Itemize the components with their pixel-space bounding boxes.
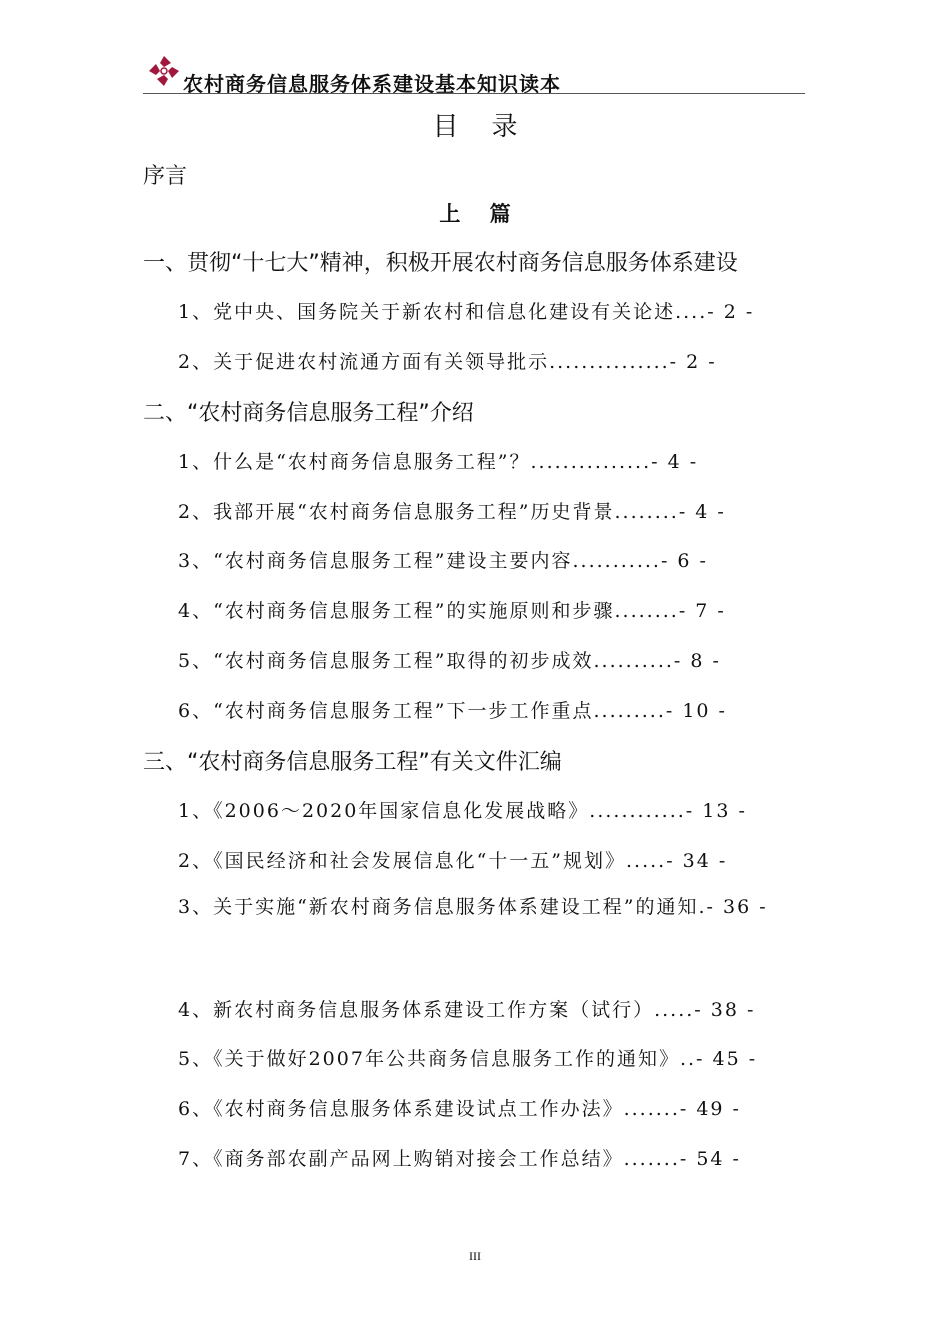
- toc-entry[interactable]: 6、“农村商务信息服务工程”下一步工作重点.........- 10 -: [178, 700, 727, 722]
- toc-title: 目 录: [432, 112, 518, 142]
- toc-entry[interactable]: 4、新农村商务信息服务体系建设工作方案（试行）.....- 38 -: [178, 999, 756, 1021]
- toc-entry[interactable]: 1、党中央、国务院关于新农村和信息化建设有关论述....- 2 -: [178, 301, 755, 323]
- toc-section-heading[interactable]: 二、“农村商务信息服务工程”介绍: [143, 401, 474, 426]
- toc-section-heading[interactable]: 三、“农村商务信息服务工程”有关文件汇编: [143, 750, 562, 775]
- header-divider: [143, 93, 805, 94]
- toc-entry[interactable]: 2、关于促进农村流通方面有关领导批示...............- 2 -: [178, 351, 717, 373]
- page-header: [143, 48, 805, 94]
- toc-section-heading[interactable]: 一、贯彻“十七大”精神，积极开展农村商务信息服务体系建设: [143, 251, 738, 276]
- header-title: 农村商务信息服务体系建设基本知识读本: [183, 72, 561, 96]
- toc-entry[interactable]: 7、《商务部农副产品网上购销对接会工作总结》.......- 54 -: [178, 1148, 741, 1170]
- toc-entry[interactable]: 1、什么是“农村商务信息服务工程”？...............- 4 -: [178, 451, 699, 473]
- toc-entry[interactable]: 5、“农村商务信息服务工程”取得的初步成效..........- 8 -: [178, 650, 721, 672]
- page-number: III: [469, 1249, 481, 1263]
- toc-preface: 序言: [143, 164, 188, 189]
- toc-entry[interactable]: 1、《2006～2020年国家信息化发展战略》............- 13 -: [178, 800, 747, 822]
- toc-entry[interactable]: 2、《国民经济和社会发展信息化“十一五”规划》.....- 34 -: [178, 850, 728, 872]
- toc-part-heading: 上 篇: [439, 202, 511, 226]
- toc-entry[interactable]: 3、关于实施“新农村商务信息服务体系建设工程”的通知.- 36 -: [178, 896, 768, 918]
- toc-entry[interactable]: 4、“农村商务信息服务工程”的实施原则和步骤........- 7 -: [178, 600, 726, 622]
- toc-entry[interactable]: 3、“农村商务信息服务工程”建设主要内容...........- 6 -: [178, 550, 708, 572]
- toc-entry[interactable]: 6、《农村商务信息服务体系建设试点工作办法》.......- 49 -: [178, 1098, 741, 1120]
- toc-entry[interactable]: 5、《关于做好2007年公共商务信息服务工作的通知》..- 45 -: [178, 1048, 758, 1070]
- logo-icon: [147, 54, 181, 88]
- toc-entry[interactable]: 2、我部开展“农村商务信息服务工程”历史背景........- 4 -: [178, 501, 726, 523]
